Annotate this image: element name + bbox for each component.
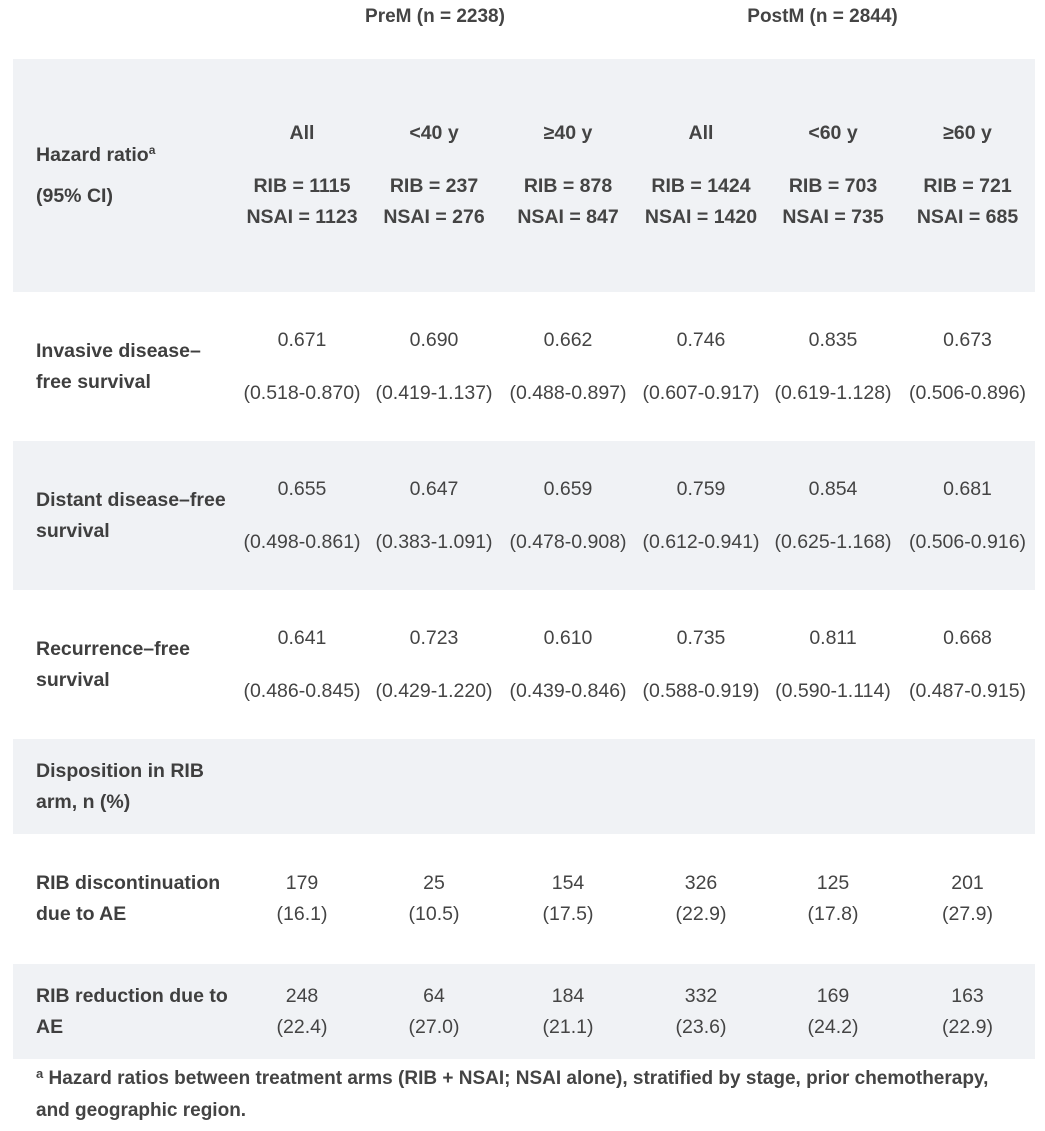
count: 125 (816, 872, 850, 894)
col-rib-n: RIB = 721 (923, 175, 1012, 197)
spacer (636, 654, 766, 676)
col-nsai-n: NSAI = 847 (517, 206, 619, 228)
empty-cells (236, 739, 1035, 834)
row-label: RIB discontinuation due to AE (36, 872, 221, 925)
value-cell (368, 292, 500, 441)
value-cell (368, 441, 500, 590)
col-nsai-n: NSAI = 276 (383, 206, 485, 228)
confidence-interval: (0.498-0.861) (243, 530, 361, 553)
row-label: Distant disease–free survival (13, 441, 236, 590)
value-cell (368, 834, 500, 964)
count: 163 (951, 984, 984, 1007)
value-cell (900, 834, 1035, 964)
hazard-ratio: 0.671 (277, 328, 327, 351)
count: 25 (423, 872, 445, 894)
header-row (13, 59, 1035, 292)
count: 64 (423, 984, 445, 1007)
count: 201 (951, 872, 984, 894)
col-title: All (289, 122, 315, 144)
hazard-ratio: 0.659 (543, 477, 593, 500)
confidence-interval: (0.487-0.915) (908, 679, 1027, 702)
spacer (500, 356, 636, 378)
col-rib-n: RIB = 878 (523, 175, 613, 197)
confidence-interval: (0.419-1.137) (375, 381, 493, 404)
col-rib-n: RIB = 1424 (651, 175, 751, 197)
col-rib-n: RIB = 1115 (253, 175, 351, 197)
spacer (236, 654, 368, 676)
percent: (27.0) (408, 1015, 460, 1038)
col-rib-n: RIB = 703 (788, 175, 878, 197)
row-discontinuation (13, 834, 1035, 964)
col-header-0 (236, 59, 368, 292)
value-cell (900, 441, 1035, 590)
count: 184 (551, 984, 585, 1007)
spacer (636, 505, 766, 527)
confidence-interval: (0.488-0.897) (509, 381, 627, 404)
count: 326 (684, 872, 718, 894)
spacer (500, 505, 636, 527)
footnote-text: Hazard ratios between treatment arms (RIB + NSAI; NSAI alone), stratified by stage, prior chemotherapy, and geographic region. (36, 1068, 989, 1121)
col-header-1 (368, 59, 500, 292)
confidence-interval: (0.518-0.870) (243, 381, 361, 404)
row-label: Invasive disease–free survival (36, 339, 201, 393)
row-label: Disposition in RIB arm, n (%) (13, 739, 236, 834)
spacer (900, 505, 1035, 527)
value-cell (368, 964, 500, 1059)
col-header-2 (500, 59, 636, 292)
spacer (236, 356, 368, 378)
hazard-ratio: 0.681 (943, 477, 992, 500)
spacer (500, 654, 636, 676)
header-label-cell (13, 59, 236, 292)
ci-label: (95% CI) (36, 184, 113, 207)
col-nsai-n: NSAI = 1420 (644, 206, 758, 228)
spacer (236, 149, 368, 171)
percent: (17.5) (542, 903, 594, 925)
confidence-interval: (0.590-1.114) (775, 679, 891, 702)
footnote (36, 1063, 996, 1127)
percent: (24.2) (807, 1015, 859, 1038)
value-cell (636, 590, 766, 739)
spacer (236, 505, 368, 527)
col-title: <40 y (409, 122, 459, 144)
col-header-5 (900, 59, 1035, 292)
hazard-ratio: 0.735 (676, 626, 726, 649)
value-cell (500, 834, 636, 964)
value-cell (766, 441, 900, 590)
row-recurrence-free (13, 590, 1035, 739)
value-cell (900, 964, 1035, 1059)
spacer (766, 505, 900, 527)
hazard-ratio: 0.854 (808, 477, 858, 500)
value-cell (236, 590, 368, 739)
value-cell (500, 292, 636, 441)
row-label: Recurrence–free survival (36, 637, 190, 691)
value-cell (636, 292, 766, 441)
hazard-ratio: 0.641 (277, 626, 327, 649)
count: 154 (551, 872, 585, 894)
value-cell (900, 590, 1035, 739)
confidence-interval: (0.612-0.941) (642, 530, 760, 553)
col-header-3 (636, 59, 766, 292)
hazard-ratio: 0.662 (543, 328, 593, 351)
col-title: ≥40 y (543, 122, 593, 144)
col-title: All (688, 122, 714, 144)
percent: (22.4) (276, 1015, 328, 1038)
col-title: <60 y (808, 122, 858, 144)
col-header-4 (766, 59, 900, 292)
spacer (900, 654, 1035, 676)
spacer (500, 149, 636, 171)
footnote-marker: a (36, 1066, 44, 1081)
confidence-interval: (0.429-1.220) (375, 679, 493, 702)
count: 332 (684, 984, 718, 1007)
value-cell (766, 292, 900, 441)
value-cell (236, 441, 368, 590)
hazard-ratio: 0.811 (809, 626, 857, 649)
confidence-interval: (0.588-0.919) (642, 679, 760, 702)
hazard-ratio: 0.610 (543, 626, 593, 649)
percent: (10.5) (408, 903, 460, 925)
row-disposition (13, 739, 1035, 834)
value-cell (500, 964, 636, 1059)
value-cell (766, 590, 900, 739)
spacer (636, 149, 766, 171)
confidence-interval: (0.383-1.091) (375, 530, 493, 553)
hazard-ratio: 0.655 (277, 477, 327, 500)
spacer (766, 654, 900, 676)
row-reduction (13, 964, 1035, 1059)
value-cell (236, 964, 368, 1059)
value-cell (766, 964, 900, 1059)
percent: (23.6) (675, 1015, 727, 1038)
spacer (368, 505, 500, 527)
value-cell (368, 590, 500, 739)
count: 248 (285, 984, 319, 1007)
value-cell (766, 834, 900, 964)
hazard-ratio: 0.673 (943, 328, 992, 351)
hazard-ratio: 0.746 (676, 328, 726, 351)
confidence-interval: (0.625-1.168) (774, 530, 892, 553)
hazard-ratio-label: Hazard ratio (36, 143, 149, 166)
spacer (766, 356, 900, 378)
confidence-interval: (0.506-0.896) (908, 381, 1027, 404)
hazard-ratio: 0.668 (943, 626, 992, 649)
row-label: RIB reduction due to AE (13, 964, 236, 1059)
spacer (900, 356, 1035, 378)
col-nsai-n: NSAI = 685 (916, 206, 1019, 228)
hazard-ratio: 0.690 (409, 328, 459, 351)
spacer (368, 356, 500, 378)
value-cell (636, 834, 766, 964)
value-cell (236, 834, 368, 964)
hazard-ratio: 0.723 (409, 626, 459, 649)
percent: (21.1) (542, 1015, 594, 1038)
row-invasive-dfs (13, 292, 1035, 441)
col-nsai-n: NSAI = 1123 (246, 206, 358, 228)
value-cell (236, 292, 368, 441)
value-cell (636, 441, 766, 590)
confidence-interval: (0.478-0.908) (509, 530, 627, 553)
confidence-interval: (0.486-0.845) (243, 679, 361, 702)
confidence-interval: (0.439-0.846) (509, 679, 627, 702)
hazard-ratio: 0.759 (676, 477, 726, 500)
col-title: ≥60 y (943, 122, 992, 144)
value-cell (500, 590, 636, 739)
spacer (368, 149, 500, 171)
percent: (27.9) (942, 903, 993, 925)
footnote-marker: a (148, 142, 156, 157)
hazard-ratio: 0.835 (808, 328, 858, 351)
spacer (636, 356, 766, 378)
group-header-postm: PostM (n = 2844) (747, 6, 898, 27)
col-rib-n: RIB = 237 (389, 175, 479, 197)
confidence-interval: (0.506-0.916) (908, 530, 1027, 553)
confidence-interval: (0.619-1.128) (774, 381, 892, 404)
percent: (22.9) (675, 903, 727, 925)
percent: (16.1) (276, 903, 328, 925)
spacer (766, 149, 900, 171)
percent: (17.8) (807, 903, 859, 925)
hazard-ratio: 0.647 (409, 477, 459, 500)
results-table (13, 59, 1035, 1059)
count: 169 (816, 984, 850, 1007)
col-nsai-n: NSAI = 735 (782, 206, 884, 228)
value-cell (636, 964, 766, 1059)
confidence-interval: (0.607-0.917) (642, 381, 760, 404)
value-cell (900, 292, 1035, 441)
spacer (368, 654, 500, 676)
value-cell (500, 441, 636, 590)
row-distant-dfs (13, 441, 1035, 590)
count: 179 (285, 872, 319, 894)
spacer (900, 149, 1035, 171)
group-header-prem: PreM (n = 2238) (365, 6, 505, 27)
percent: (22.9) (942, 1015, 993, 1038)
